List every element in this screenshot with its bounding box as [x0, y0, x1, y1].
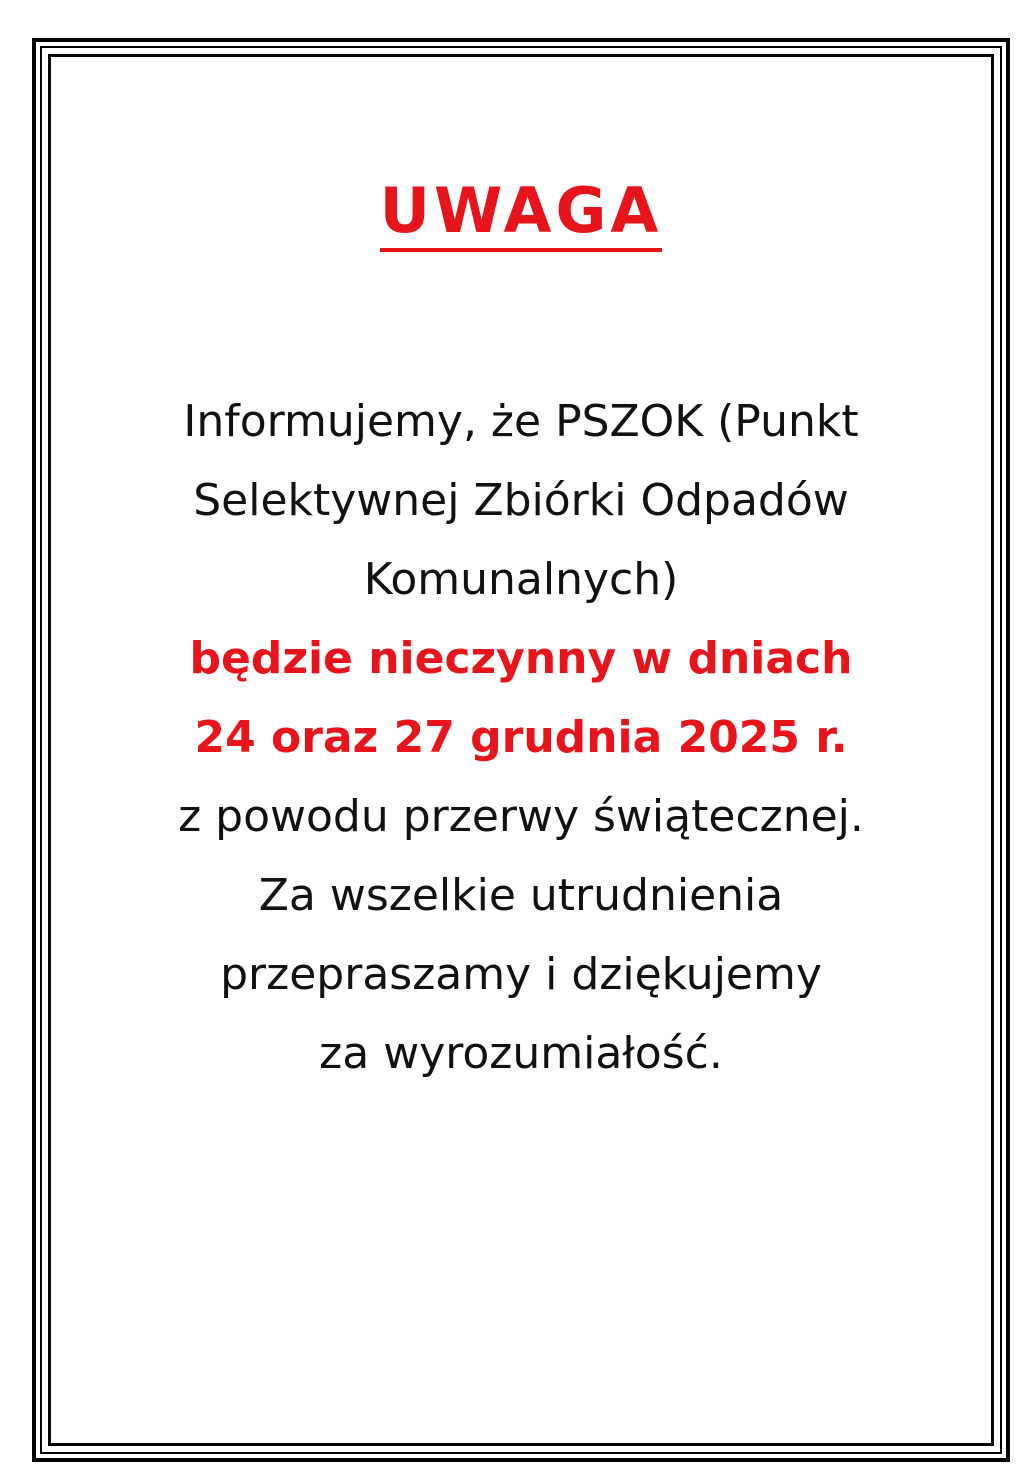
notice-heading: UWAGA: [380, 180, 663, 252]
notice-line-closed: będzie nieczynny w dniach: [189, 633, 853, 684]
notice-content: [60, 174, 982, 1093]
notice-line-facility-end: Komunalnych): [363, 554, 679, 605]
notice-body: [60, 382, 982, 1093]
notice-line-dates: 24 oraz 27 grudnia 2025 r.: [194, 712, 848, 763]
notice-line-thanks: przepraszamy i dziękujemy: [220, 949, 822, 1000]
notice-line-reason: z powodu przerwy świątecznej.: [178, 791, 864, 842]
notice-line-closing: za wyrozumiałość.: [319, 1028, 723, 1079]
notice-line-intro: Informujemy, że PSZOK (Punkt: [183, 396, 859, 447]
notice-line-apology: Za wszelkie utrudnienia: [258, 870, 784, 921]
notice-line-facility: Selektywnej Zbiórki Odpadów: [193, 475, 849, 526]
